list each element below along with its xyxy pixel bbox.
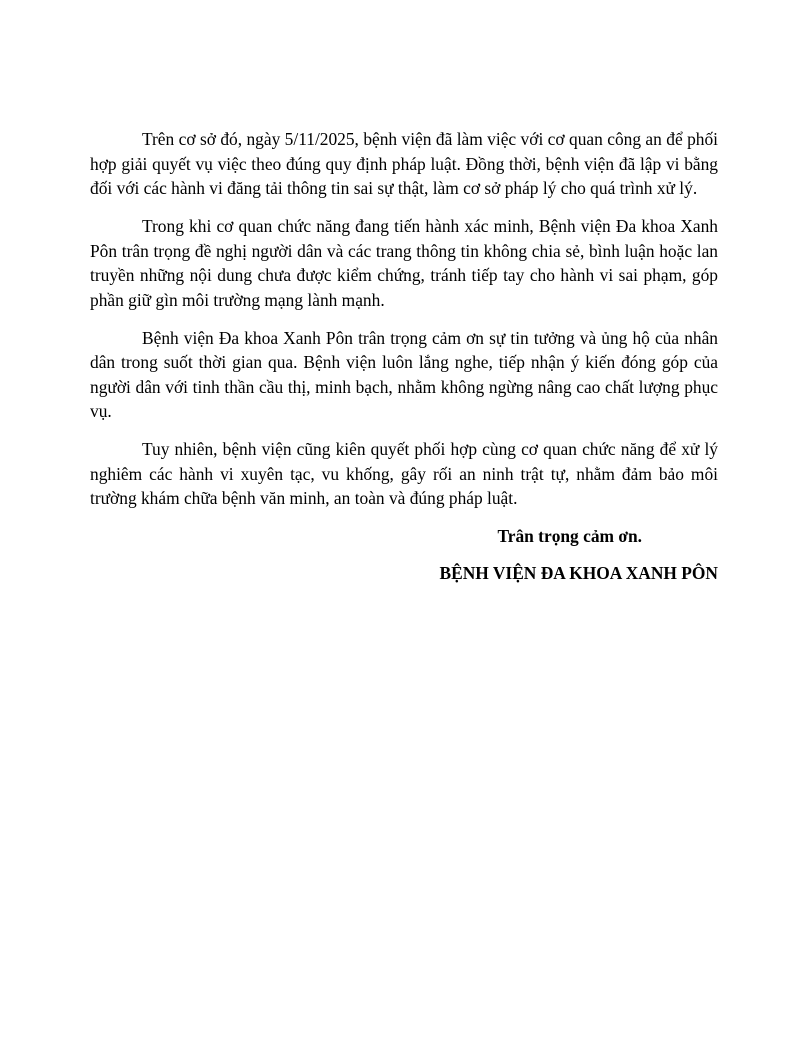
paragraph-verification-request: Trong khi cơ quan chức năng đang tiến hành xác minh, Bệnh viện Đa khoa Xanh Pôn trân trọng đề nghị người dân và các trang thông tin không chia sẻ, bình luận hoặc lan truyền những nội dung chưa được kiểm chứng, tránh tiếp tay cho hành vi sai phạm, góp phần giữ gìn môi trường mạng lành mạnh. (90, 216, 718, 310)
paragraph-gratitude: Bệnh viện Đa khoa Xanh Pôn trân trọng cảm ơn sự tin tưởng và ủng hộ của nhân dân trong suốt thời gian qua. Bệnh viện luôn lắng nghe, tiếp nhận ý kiến đóng góp của người dân với tinh thần cầu thị, minh bạch, nhằm không ngừng nâng cao chất lượng phục vụ. (90, 327, 718, 421)
paragraph-strict-handling: Tuy nhiên, bệnh viện cũng kiên quyết phối hợp cùng cơ quan chức năng để xử lý nghiêm các hành vi xuyên tạc, vu khống, gây rối an ninh trật tự, nhằm đảm bảo môi trường khám chữa bệnh văn minh, an toàn và đúng pháp luật. (90, 439, 718, 508)
document-page (90, 127, 718, 585)
closing-thanks: Trân trọng cảm ơn. (497, 526, 642, 546)
paragraph-police-coordination: Trên cơ sở đó, ngày 5/11/2025, bệnh viện đã làm việc với cơ quan công an để phối hợp giải quyết vụ việc theo đúng quy định pháp luật. Đồng thời, bệnh viện đã lập vi bằng đối với các hành vi đăng tải thông tin sai sự thật, làm cơ sở pháp lý cho quá trình xử lý. (90, 129, 718, 198)
signature-organization: BỆNH VIỆN ĐA KHOA XANH PÔN (439, 562, 718, 583)
